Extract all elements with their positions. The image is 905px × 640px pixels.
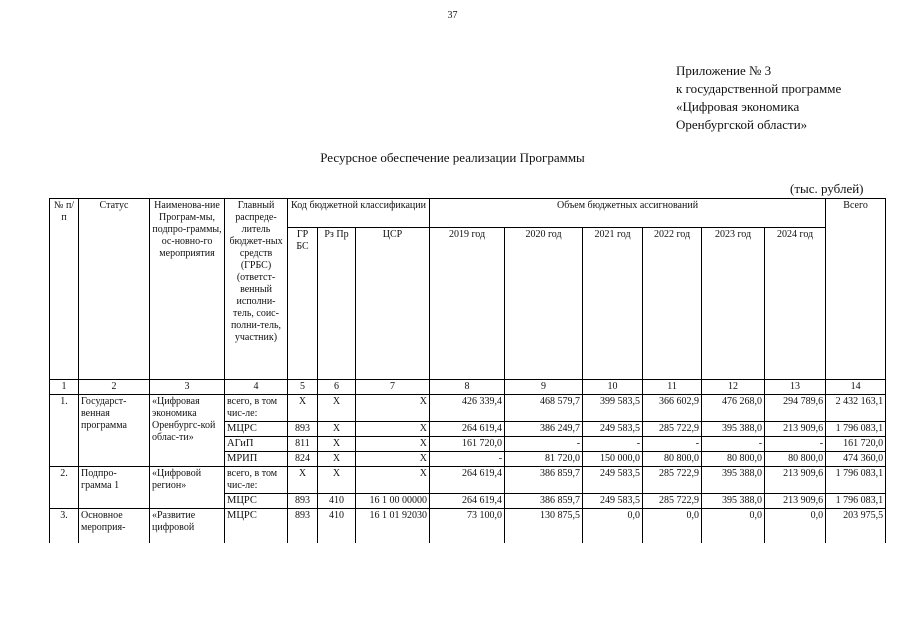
col-num-14: 14 xyxy=(826,380,886,395)
col-num-1: 1 xyxy=(50,380,79,395)
row-2019: 264 619,4 xyxy=(430,494,505,509)
table-row xyxy=(50,509,886,543)
row-number: 3. xyxy=(50,509,79,543)
row-status: Государст-венная программа xyxy=(79,395,150,467)
resource-table xyxy=(49,198,886,543)
table-row xyxy=(50,395,886,422)
row-2021: 399 583,5 xyxy=(583,395,643,422)
document-title: Ресурсное обеспечение реализации Программы xyxy=(320,150,585,165)
row-2023: 395 388,0 xyxy=(702,422,765,437)
row-2023: 476 268,0 xyxy=(702,395,765,422)
row-2023: - xyxy=(702,437,765,452)
row-rzpr: Х xyxy=(318,467,356,494)
row-2024: 0,0 xyxy=(765,509,826,543)
units-label: (тыс. рублей) xyxy=(790,181,864,196)
row-number: 1. xyxy=(50,395,79,467)
row-status: Подпро-грамма 1 xyxy=(79,467,150,509)
col-num-3: 3 xyxy=(150,380,225,395)
row-total: 203 975,5 xyxy=(826,509,886,543)
row-csr: 16 1 01 92030 xyxy=(356,509,430,543)
header-rzpr: Рз Пр xyxy=(318,228,356,380)
header-2019: 2019 год xyxy=(430,228,505,380)
row-2021: 249 583,5 xyxy=(583,422,643,437)
row-executor: всего, в том чис-ле: xyxy=(225,395,288,422)
row-rzpr: Х xyxy=(318,452,356,467)
header-name: Наименова-ние Програм-мы, подпро-граммы, ос-новно-го мероприятия xyxy=(150,199,225,380)
row-grbs: Х xyxy=(288,395,318,422)
row-2022: 285 722,9 xyxy=(643,467,702,494)
row-2022: - xyxy=(643,437,702,452)
row-total: 1 796 083,1 xyxy=(826,494,886,509)
row-total: 2 432 163,1 xyxy=(826,395,886,422)
row-2024: 213 909,6 xyxy=(765,467,826,494)
header-csr: ЦСР xyxy=(356,228,430,380)
row-grbs: 893 xyxy=(288,422,318,437)
row-2019: - xyxy=(430,452,505,467)
row-grbs: 893 xyxy=(288,509,318,543)
row-rzpr: Х xyxy=(318,422,356,437)
header-2024: 2024 год xyxy=(765,228,826,380)
row-2021: 150 000,0 xyxy=(583,452,643,467)
row-2019: 426 339,4 xyxy=(430,395,505,422)
row-2022: 366 602,9 xyxy=(643,395,702,422)
header-2021: 2021 год xyxy=(583,228,643,380)
row-name: «Цифровой регион» xyxy=(150,467,225,509)
col-num-13: 13 xyxy=(765,380,826,395)
column-number-row xyxy=(50,380,886,395)
row-executor: всего, в том чис-ле: xyxy=(225,467,288,494)
page-number: 37 xyxy=(447,10,458,21)
row-2023: 0,0 xyxy=(702,509,765,543)
row-name: «Развитие цифровой xyxy=(150,509,225,543)
row-rzpr: Х xyxy=(318,437,356,452)
row-status: Основное мероприя- xyxy=(79,509,150,543)
col-num-9: 9 xyxy=(505,380,583,395)
header-grbs-main: Главный распреде-литель бюджет-ных средств (ГРБС) (ответст-венный исполни-тель, соис-полни-тель, участник) xyxy=(225,199,288,380)
header-grbs: ГР БС xyxy=(288,228,318,380)
appendix-line-1: Приложение № 3 xyxy=(676,63,772,78)
row-executor: МЦРС xyxy=(225,509,288,543)
header-total: Всего xyxy=(826,199,886,380)
row-grbs: Х xyxy=(288,467,318,494)
row-grbs: 811 xyxy=(288,437,318,452)
row-2021: - xyxy=(583,437,643,452)
row-executor: МЦРС xyxy=(225,422,288,437)
row-2019: 264 619,4 xyxy=(430,467,505,494)
row-grbs: 824 xyxy=(288,452,318,467)
row-2022: 285 722,9 xyxy=(643,422,702,437)
row-number: 2. xyxy=(50,467,79,509)
row-2020: 130 875,5 xyxy=(505,509,583,543)
header-2020: 2020 год xyxy=(505,228,583,380)
col-num-7: 7 xyxy=(356,380,430,395)
col-num-8: 8 xyxy=(430,380,505,395)
row-2024: 213 909,6 xyxy=(765,422,826,437)
row-csr: Х xyxy=(356,395,430,422)
col-num-5: 5 xyxy=(288,380,318,395)
header-volume: Объем бюджетных ассигнований xyxy=(430,199,826,228)
row-2023: 80 800,0 xyxy=(702,452,765,467)
row-rzpr: 410 xyxy=(318,509,356,543)
row-2022: 80 800,0 xyxy=(643,452,702,467)
row-executor: МРИП xyxy=(225,452,288,467)
row-executor: МЦРС xyxy=(225,494,288,509)
col-num-11: 11 xyxy=(643,380,702,395)
header-row-1 xyxy=(50,199,886,228)
col-num-6: 6 xyxy=(318,380,356,395)
row-csr: Х xyxy=(356,452,430,467)
row-csr: Х xyxy=(356,422,430,437)
appendix-note xyxy=(676,62,841,134)
row-total: 1 796 083,1 xyxy=(826,467,886,494)
row-2024: 294 789,6 xyxy=(765,395,826,422)
header-status: Статус xyxy=(79,199,150,380)
row-2020: 386 859,7 xyxy=(505,467,583,494)
row-2020: 386 249,7 xyxy=(505,422,583,437)
row-total: 474 360,0 xyxy=(826,452,886,467)
row-2024: - xyxy=(765,437,826,452)
table-row xyxy=(50,467,886,494)
appendix-line-4: Оренбургской области» xyxy=(676,117,808,132)
header-budget-code: Код бюджетной классификации xyxy=(288,199,430,228)
row-2020: 468 579,7 xyxy=(505,395,583,422)
row-2021: 249 583,5 xyxy=(583,494,643,509)
header-num: № п/п xyxy=(50,199,79,380)
header-2022: 2022 год xyxy=(643,228,702,380)
row-2024: 80 800,0 xyxy=(765,452,826,467)
row-2021: 0,0 xyxy=(583,509,643,543)
row-csr: Х xyxy=(356,437,430,452)
row-2022: 0,0 xyxy=(643,509,702,543)
row-2020: - xyxy=(505,437,583,452)
row-rzpr: 410 xyxy=(318,494,356,509)
row-2022: 285 722,9 xyxy=(643,494,702,509)
row-total: 161 720,0 xyxy=(826,437,886,452)
col-num-12: 12 xyxy=(702,380,765,395)
row-2019: 264 619,4 xyxy=(430,422,505,437)
row-csr: Х xyxy=(356,467,430,494)
row-2023: 395 388,0 xyxy=(702,467,765,494)
row-2019: 161 720,0 xyxy=(430,437,505,452)
row-2020: 386 859,7 xyxy=(505,494,583,509)
header-2023: 2023 год xyxy=(702,228,765,380)
row-2019: 73 100,0 xyxy=(430,509,505,543)
col-num-10: 10 xyxy=(583,380,643,395)
row-executor: АГиП xyxy=(225,437,288,452)
row-2023: 395 388,0 xyxy=(702,494,765,509)
row-grbs: 893 xyxy=(288,494,318,509)
row-2021: 249 583,5 xyxy=(583,467,643,494)
appendix-line-3: «Цифровая экономика xyxy=(676,99,800,114)
row-csr: 16 1 00 00000 xyxy=(356,494,430,509)
row-2020: 81 720,0 xyxy=(505,452,583,467)
row-name: «Цифровая экономика Оренбургс-кой облас-ти» xyxy=(150,395,225,467)
col-num-4: 4 xyxy=(225,380,288,395)
row-total: 1 796 083,1 xyxy=(826,422,886,437)
row-2024: 213 909,6 xyxy=(765,494,826,509)
col-num-2: 2 xyxy=(79,380,150,395)
row-rzpr: Х xyxy=(318,395,356,422)
appendix-line-2: к государственной программе xyxy=(676,81,842,96)
